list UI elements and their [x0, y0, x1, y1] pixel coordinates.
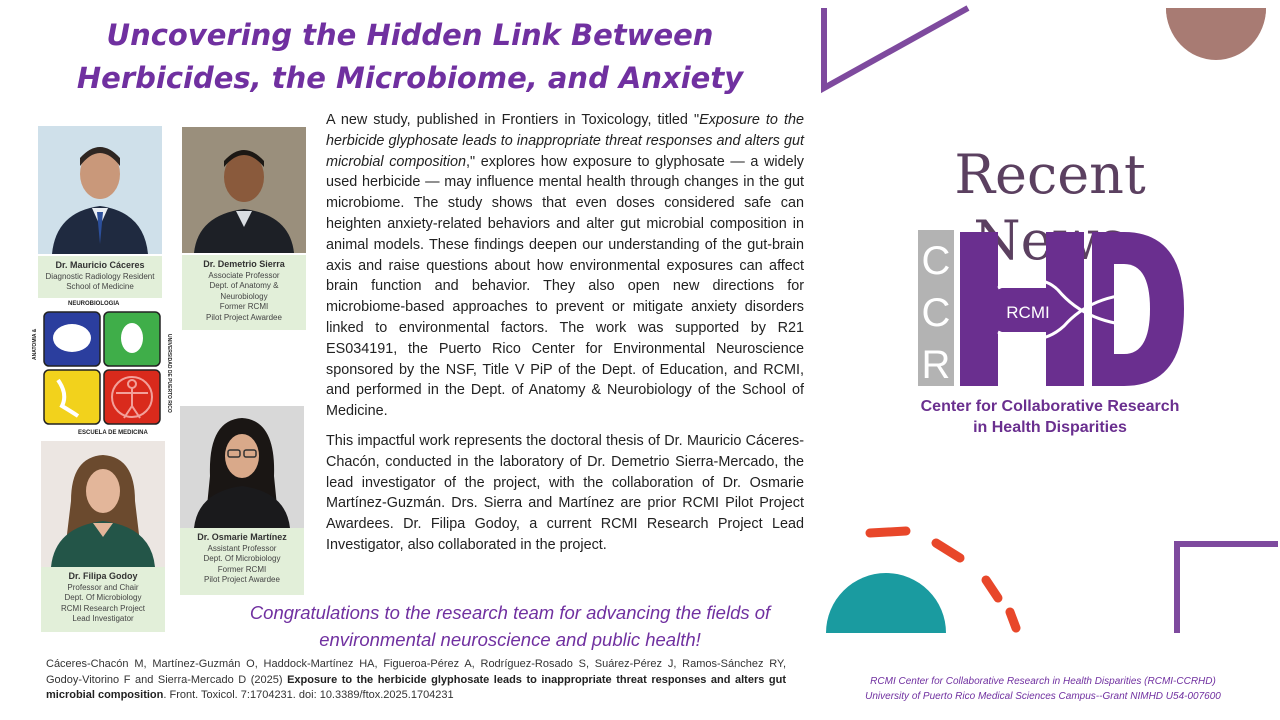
person-role-line: Former RCMI: [217, 564, 267, 574]
citation-title: Exposure to the herbicide glyphosate leads to inappropriate threat responses and alters gut microbial composition: [46, 673, 786, 701]
logo-letter-c2: C: [921, 291, 951, 335]
caption-mauricio-caceres: [38, 256, 162, 298]
footer-credit: [830, 674, 1256, 704]
mauve-half-circle-body: [1166, 8, 1266, 60]
citation-authors: Cáceres-Chacón M, Martínez-Guzmán O, Haddock-Martínez HA, Figueroa-Pérez A, Rodríguez-Rosado S, Suárez-Pérez J, Ramos-Sánchez RY, Godoy-Vitorino F and Sierra-Mercado D (2025): [46, 658, 786, 686]
logo-bottom-text: ESCUELA DE MEDICINA: [78, 430, 148, 436]
logo-right-text: UNIVERSIDAD DE PUERTO RICO: [166, 334, 172, 413]
recent-news-heading: Recent: [954, 143, 1146, 206]
logo-rcmi-text: RCMI: [1006, 303, 1050, 322]
caption-demetrio-sierra: [182, 255, 306, 330]
paragraph-2: This impactful work represents the doctoral thesis of Dr. Mauricio Cáceres-Chacón, conducted in the laboratory of Dr. Demetrio Sierra-Mercado, the lead investigator of the project, with the collaboration of Dr. Osmarie Martínez-Guzmán. Drs. Sierra and Martínez are prior RCMI Pilot Project Awardees. Dr. Filipa Godoy, a current RCMI Research Project Lead Investigator, also collaborated in the project.: [326, 432, 804, 553]
congratulations-message: [210, 599, 810, 653]
caption-osmarie-martinez: [180, 528, 304, 595]
logo-top-text: NEUROBIOLOGIA: [68, 301, 120, 307]
title-line-2: Herbicides, the Microbiome, and Anxiety: [76, 61, 744, 95]
brain-icon: [53, 324, 91, 352]
ccrhd-name-line-1: Center for Collaborative Research: [920, 398, 1180, 415]
anatomy-neurobiology-logo: [28, 298, 174, 436]
paragraph-1-rest: ," explores how exposure to glyphosate — a widely used herbicide — may influence mental health through changes in the gut microbiome. The study shows that even doses considered safe can heighten anxiety-related behaviors and alter gut microbial composition in animal models. These findings deepen our understanding of the gut-brain axis and raise questions about how environmental exposures can affect brain function and behavior. They also open new directions for microbiome-based approaches to prevent or mitigate anxiety disorders linked to environmental factors. The work was supported by R21 ES034191, the Puerto Rico Center for Environmental Neuroscience sponsored by the NSF, Title V PiP of the Dept. of Education, and RCMI, and performed in the Dept. of Anatomy & Neurobiology of the School of Medicine.: [326, 153, 804, 420]
logo-letter-c1: C: [921, 239, 951, 283]
person-role-line: Assistant Professor: [207, 543, 277, 553]
caption-filipa-godoy: [41, 567, 165, 632]
person-role-line: RCMI Research Project: [60, 603, 146, 613]
teal-half-circle: [826, 573, 946, 633]
congrats-line-2: environmental neuroscience and public health!: [319, 629, 701, 650]
ccrhd-logo: [918, 230, 1186, 390]
ccrhd-name: [880, 396, 1220, 438]
page-title: [60, 14, 760, 100]
study-title: Exposure to the herbicide glyphosate leads to inappropriate threat responses and alters gut microbial composition: [326, 112, 804, 170]
paragraph-1: [326, 110, 804, 422]
person-name: Dr. Filipa Godoy: [68, 571, 138, 581]
person-role-line: Lead Investigator: [72, 614, 134, 623]
photo-filipa-godoy: [41, 441, 165, 567]
purple-corner-bottom: [1177, 544, 1278, 633]
person-role-line: Associate Professor: [208, 270, 280, 280]
congrats-line-1: Congratulations to the research team for advancing the fields of: [249, 602, 771, 623]
person-role-line: Dept. Of Microbiology: [64, 593, 142, 602]
person-role-line: Dept. of Anatomy &: [209, 281, 279, 290]
person-role-line: Neurobiology: [220, 291, 268, 301]
purple-corner-top: [824, 8, 968, 88]
footer-line-2: University of Puerto Rico Medical Sciences Campus--Grant NIMHD U54-007600: [865, 691, 1221, 702]
person-role-line: School of Medicine: [66, 282, 134, 291]
person-name: Dr. Mauricio Cáceres: [55, 260, 145, 270]
logo-letter-r: R: [921, 343, 951, 387]
photo-demetrio-sierra: [182, 127, 306, 253]
person-role-line: Professor and Chair: [67, 582, 139, 592]
person-role-line: Diagnostic Radiology Resident: [45, 271, 155, 281]
person-name: Dr. Osmarie Martínez: [197, 532, 287, 542]
embryo-icon: [121, 323, 143, 353]
article-body: [326, 110, 804, 565]
ccrhd-name-line-2: in Health Disparities: [973, 419, 1127, 436]
citation-source: . Front. Toxicol. 7:1704231. doi: 10.3389/ftox.2025.1704231: [163, 689, 454, 701]
photo-mauricio-caceres: [38, 126, 162, 254]
citation: [46, 657, 786, 704]
person-role-line: Dept. Of Microbiology: [203, 554, 281, 563]
person-role-line: Pilot Project Awardee: [206, 312, 282, 322]
paragraph-1-intro: A new study, published in Frontiers in Toxicology, titled ": [326, 112, 700, 128]
person-role-line: Former RCMI: [219, 302, 269, 311]
photo-osmarie-martinez: [180, 406, 304, 528]
person-role-line: Pilot Project Awardee: [204, 575, 280, 584]
person-name: Dr. Demetrio Sierra: [203, 259, 285, 269]
footer-line-1: RCMI Center for Collaborative Research in Health Disparities (RCMI-CCRHD): [870, 676, 1216, 687]
title-line-1: Uncovering the Hidden Link Between: [106, 18, 714, 52]
logo-left-text: ANATOMIA &: [32, 328, 38, 360]
